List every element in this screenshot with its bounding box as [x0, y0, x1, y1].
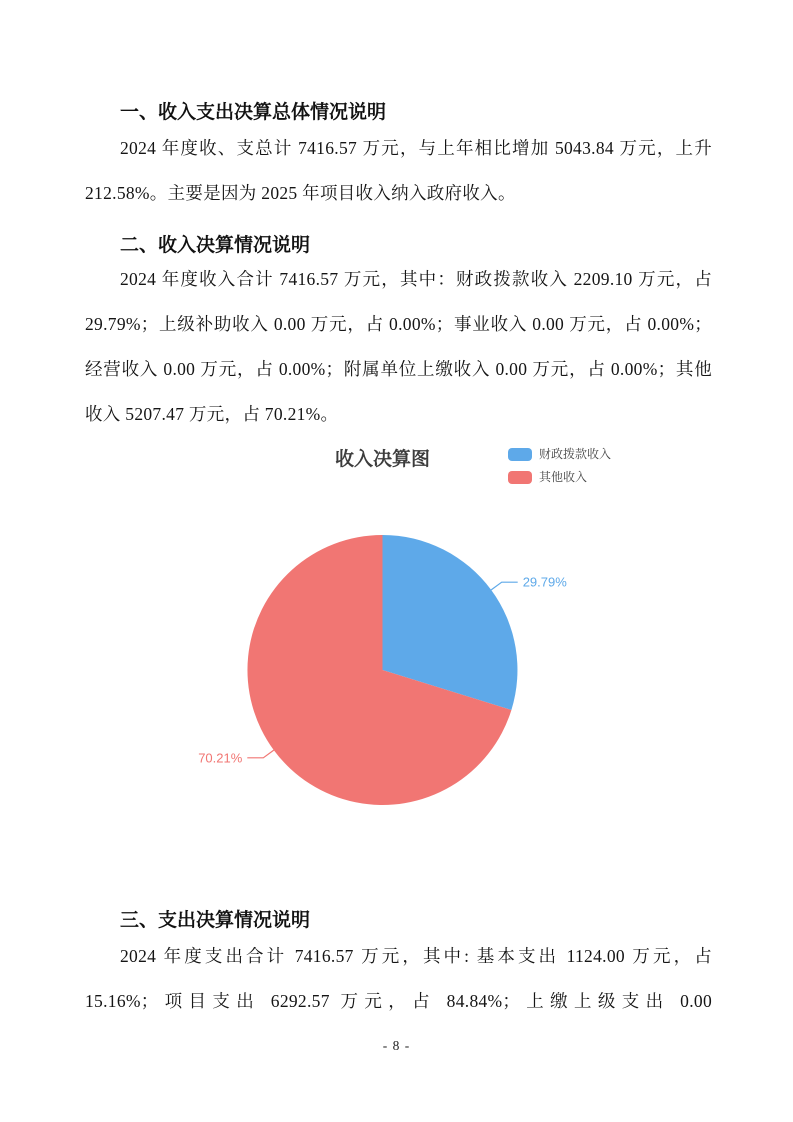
chart-title: 收入决算图 [335, 449, 431, 470]
section-1-paragraph: 2024 年度收、支总计 7416.57 万元，与上年相比增加 5043.84 万元，上升 212.58%。主要是因为 2025 年项目收入纳入政府收入。 [85, 138, 712, 203]
legend-swatch-blue-icon [508, 448, 532, 461]
pie-chart-svg [170, 525, 600, 815]
legend-label-fiscal-allocation: 财政拨款收入 [539, 447, 612, 461]
page-number: - 8 - [382, 1038, 411, 1053]
section-2-paragraph: 2024 年度收入合计 7416.57 万元，其中：财政拨款收入 2209.10 万元，占 29.79%；上级补助收入 0.00 万元，占 0.00%；事业收入 0.00 万元，占 0.00%；经营收入 0.00 万元，占 0.00%；附属单位上缴收入 0.00 万元，占 0.00%；其他收入 5207.47 万元，占 70.21%。 [85, 269, 712, 424]
section-3-heading: 三、支出决算情况说明 [120, 910, 311, 931]
pie-label-1: 70.21% [198, 750, 243, 766]
section-3-paragraph: 2024 年度支出合计 7416.57 万元，其中: 基本支出 1124.00 万元，占 15.16%；项目支出 6292.57 万元，占 84.84%；上缴上级支出 0.00 [85, 946, 712, 1011]
pie-label-leader-0 [491, 582, 518, 590]
section-2-heading: 二、收入决算情况说明 [120, 235, 311, 256]
legend-item-fiscal-allocation [508, 448, 611, 461]
pie-label-0: 29.79% [522, 574, 567, 590]
legend-label-other-income: 其他收入 [539, 470, 588, 484]
chart-legend [508, 448, 611, 484]
pie-label-leader-1 [247, 750, 273, 758]
income-pie-chart [170, 525, 600, 815]
legend-swatch-red-icon [508, 471, 532, 484]
section-1-heading: 一、收入支出决算总体情况说明 [120, 102, 387, 123]
legend-item-other-income [508, 471, 611, 484]
